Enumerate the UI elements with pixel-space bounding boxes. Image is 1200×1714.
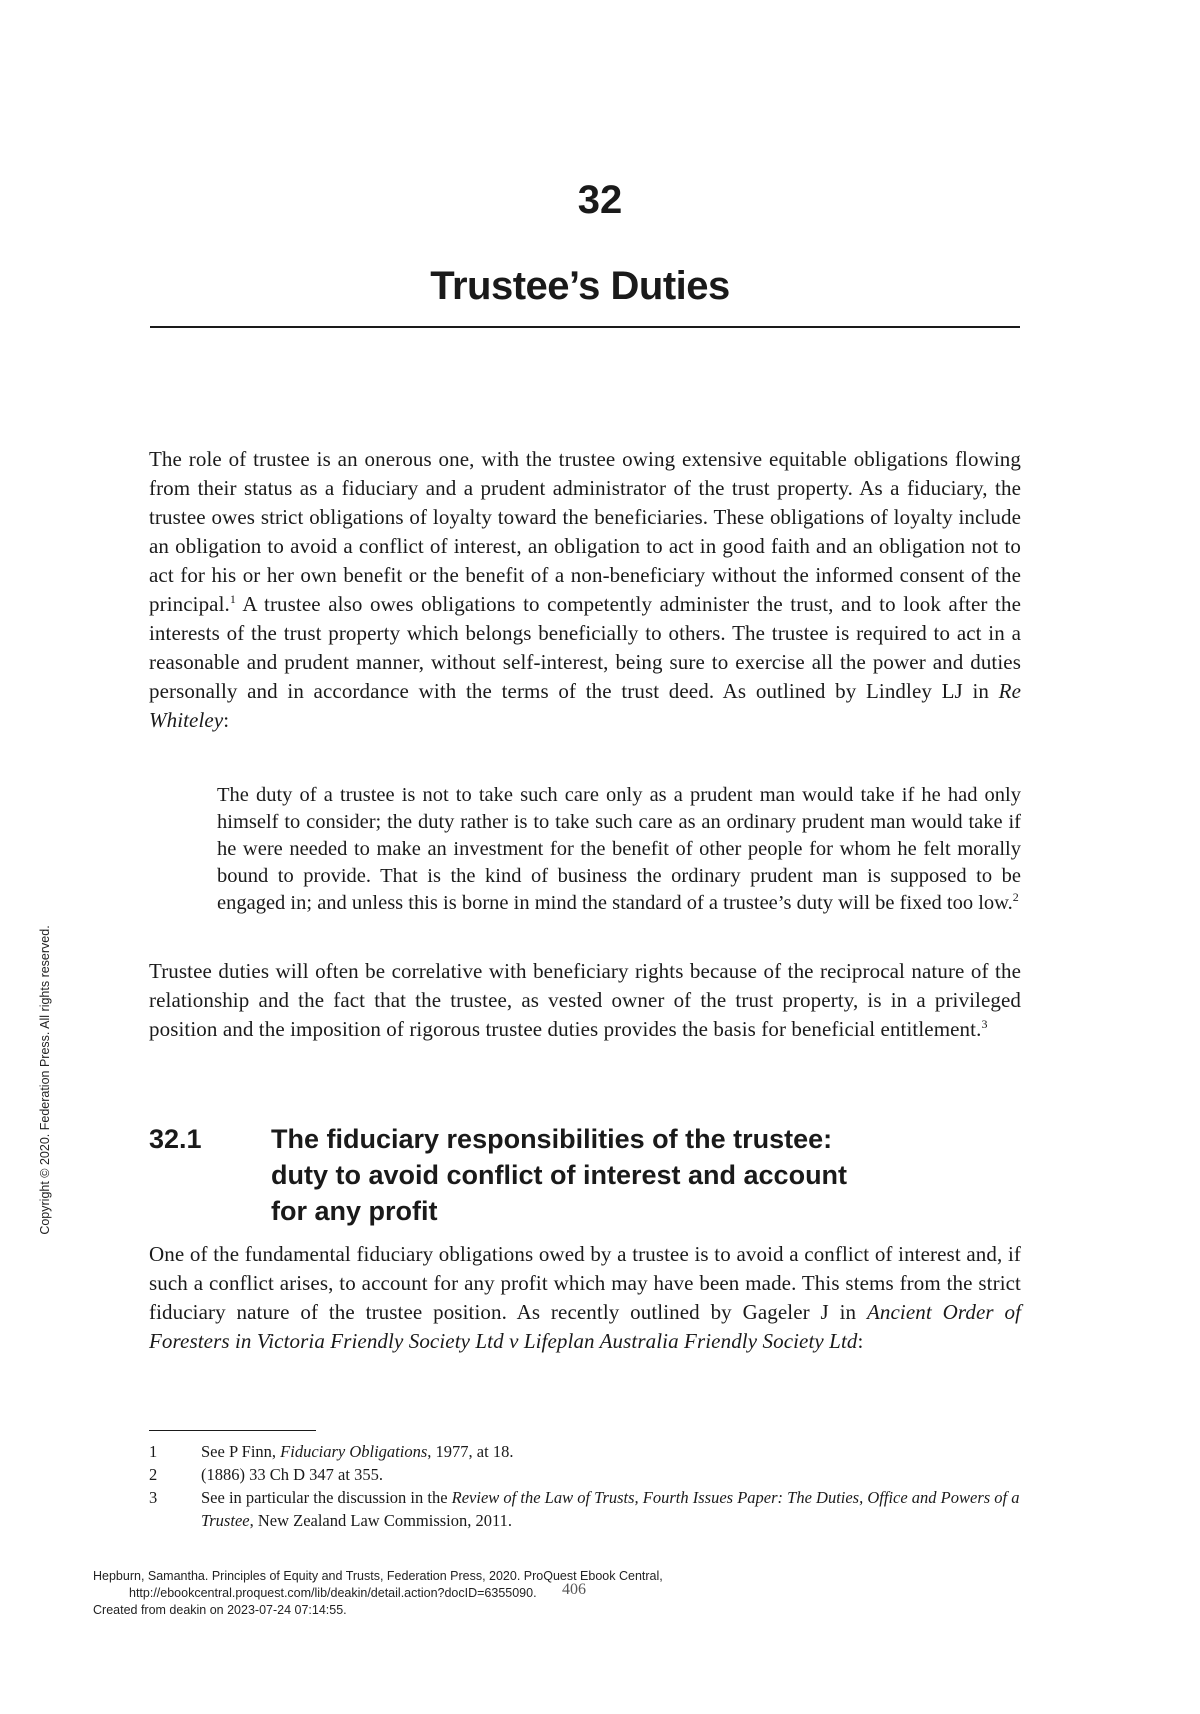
chapter-title: Trustee’s Duties [430,264,730,308]
title-divider [150,326,1020,328]
intro-paragraph-1 [149,445,1021,735]
section-paragraph-1 [149,1240,1021,1356]
quote-text: The duty of a trustee is not to take such care only as a prudent man would take if he had only himself to consider; the duty rather is to take such care as an ordinary prudent man would take if he were needed to make an investment for the benefit of other people for whom he felt morally bound to provide. That is the kind of business the ordinary prudent man is supposed to be engaged in; and unless this is borne in mind the standard of a trustee’s duty will be fixed too low. [217,784,1021,914]
footnote-2 [149,1463,1021,1486]
section-heading-line-3: for any profit [271,1196,438,1226]
block-quote [217,782,1021,917]
section-heading [271,1121,931,1229]
case-name-ancient-order: Ancient Order of Foresters in Victoria Friendly Society Ltd v Lifeplan Australia Friendly Society Ltd [149,1300,1022,1353]
footnote-number: 2 [149,1465,158,1484]
footnote-text-part: , New Zealand Law Commission, 2011. [249,1511,513,1530]
page-number: 406 [562,1581,586,1598]
citation-created: Created from deakin on 2023-07-24 07:14:55. [93,1603,347,1617]
intro-text-b: A trustee also owes obligations to competently administer the trust, and to look after the interests of the trust property which belongs beneficially to others. The trustee is required to act in a reasonable and prudent manner, without self-interest, being sure to exercise all the power and duties personally and in accordance with the terms of the trust deed. As outlined by Lindley LJ in [149,592,1021,703]
section-text-a: One of the fundamental fiduciary obligations owed by a trustee is to avoid a conflict of interest and, if such a conflict arises, to account for any profit which may have been made. This stems from the strict fiduciary nature of the trustee position. As recently outlined by Gageler J in [149,1242,1021,1324]
footnote-number: 1 [149,1442,158,1461]
footnote-divider [149,1430,316,1431]
footnote-text [201,1486,1021,1532]
footnote-italic: Review of the Law of Trusts, Fourth Issues Paper: The Duties, Office and Powers of a Trustee [201,1488,1020,1530]
intro-text-end: : [223,708,230,732]
footnotes [149,1440,1021,1532]
intro-paragraph-2 [149,957,1021,1044]
footnote-1 [149,1440,1021,1463]
copyright-text: Copyright © 2020. Federation Press. All rights reserved. [38,925,52,1235]
section-text-end: : [857,1329,864,1353]
footnote-ref-2[interactable]: 2 [1012,890,1019,905]
footnote-number: 3 [149,1488,158,1507]
citation-line-1: Hepburn, Samantha. Principles of Equity and Trusts, Federation Press, 2020. ProQuest Ebook Central, [93,1569,663,1583]
chapter-number: 32 [577,178,623,222]
section-heading-line-1: The fiduciary responsibilities of the trustee: [271,1124,833,1154]
citation-block [93,1568,993,1619]
case-name-re-whiteley: Re Whiteley [149,679,1021,732]
footnote-ref-1[interactable]: 1 [229,592,236,606]
section-heading-line-2: duty to avoid conflict of interest and account [271,1160,848,1190]
section-number: 32.1 [149,1124,202,1154]
footnote-text: (1886) 33 Ch D 347 at 355. [201,1465,383,1484]
footnote-3 [149,1486,1021,1532]
citation-url[interactable]: http://ebookcentral.proquest.com/lib/deakin/detail.action?docID=6355090. [129,1586,537,1600]
footnote-text-part: See P Finn, [201,1442,281,1461]
intro-text-a: The role of trustee is an onerous one, with the trustee owing extensive equitable obligations flowing from their status as a fiduciary and a prudent administrator of the trust property. As a fiduciary, the trustee owes strict obligations of loyalty toward the beneficiaries. These obligations of loyalty include an obligation to avoid a conflict of interest, an obligation to act in good faith and an obligation not to act for his or her own benefit or the benefit of a non-beneficiary without the informed consent of the principal. [149,447,1021,616]
footnote-ref-3[interactable]: 3 [981,1017,988,1031]
footnote-text [201,1440,1021,1463]
footnote-text-part: See in particular the discussion in the [201,1488,452,1507]
intro-text-2: Trustee duties will often be correlative with beneficiary rights because of the reciprocal nature of the relationship and the fact that the trustee, as vested owner of the trust property, is in a privileged position and the imposition of rigorous trustee duties provides the basis for beneficial entitlement. [149,959,1021,1041]
footnote-text-part: , 1977, at 18. [427,1442,514,1461]
footnote-italic: Fiduciary Obligations [280,1442,428,1461]
